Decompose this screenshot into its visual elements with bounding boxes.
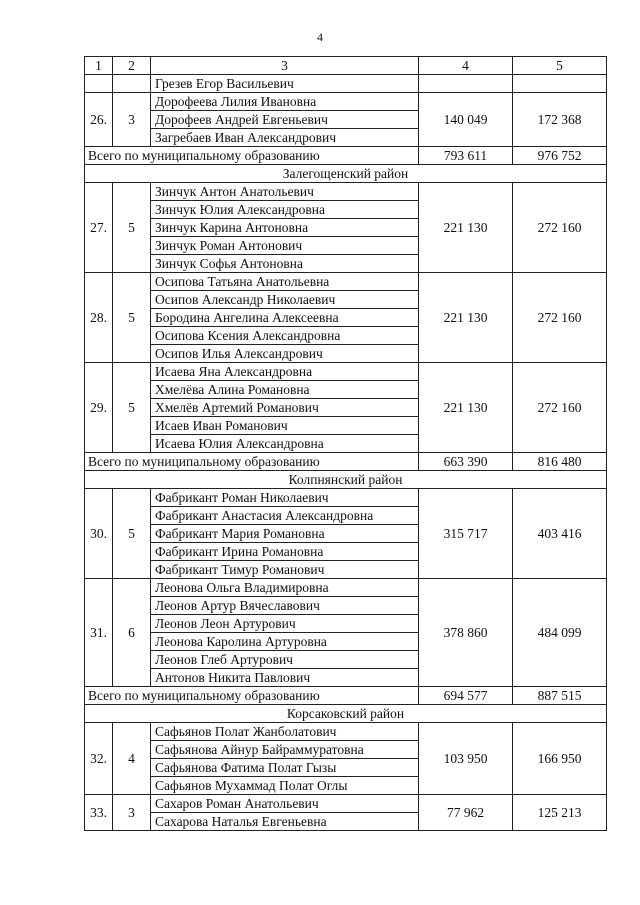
member-name: Зинчук Софья Антоновна — [151, 255, 419, 273]
amount-col4: 140 049 — [419, 93, 513, 147]
member-name: Зинчук Юлия Александровна — [151, 201, 419, 219]
member-name: Сафьянов Полат Жанболатович — [151, 723, 419, 741]
family-size: 3 — [113, 93, 151, 147]
member-name: Осипова Татьяна Анатольевна — [151, 273, 419, 291]
member-name: Сафьянов Мухаммад Полат Оглы — [151, 777, 419, 795]
member-name: Бородина Ангелина Алексеевна — [151, 309, 419, 327]
member-name: Сахарова Наталья Евгеньевна — [151, 813, 419, 831]
header-cell: 2 — [113, 57, 151, 75]
district-title: Корсаковский район — [85, 705, 607, 723]
amount-col4: 378 860 — [419, 579, 513, 687]
total-row — [85, 147, 607, 165]
total-col4: 793 611 — [419, 147, 513, 165]
district-row — [85, 165, 607, 183]
table-row — [85, 273, 607, 291]
member-name: Исаева Яна Александровна — [151, 363, 419, 381]
table-row — [85, 579, 607, 597]
member-name: Зинчук Карина Антоновна — [151, 219, 419, 237]
amount-col5: 272 160 — [513, 363, 607, 453]
amount-col4: 315 717 — [419, 489, 513, 579]
table-row — [85, 93, 607, 111]
row-number: 27. — [85, 183, 113, 273]
family-size: 4 — [113, 723, 151, 795]
member-name: Загребаев Иван Александрович — [151, 129, 419, 147]
header-cell: 3 — [151, 57, 419, 75]
family-size: 5 — [113, 489, 151, 579]
member-name: Исаев Иван Романович — [151, 417, 419, 435]
amount-col5: 484 099 — [513, 579, 607, 687]
member-name: Осипов Александр Николаевич — [151, 291, 419, 309]
total-col4: 694 577 — [419, 687, 513, 705]
member-name: Фабрикант Роман Николаевич — [151, 489, 419, 507]
family-size: 5 — [113, 183, 151, 273]
total-col4: 663 390 — [419, 453, 513, 471]
total-label: Всего по муниципальному образованию — [85, 147, 419, 165]
row-number — [85, 75, 113, 93]
member-name: Леонов Глеб Артурович — [151, 651, 419, 669]
header-cell: 1 — [85, 57, 113, 75]
member-name: Леонов Леон Артурович — [151, 615, 419, 633]
family-size: 5 — [113, 363, 151, 453]
amount-col5: 403 416 — [513, 489, 607, 579]
total-label: Всего по муниципальному образованию — [85, 687, 419, 705]
family-size — [113, 75, 151, 93]
table-body — [85, 57, 607, 831]
row-number: 29. — [85, 363, 113, 453]
member-name: Хмелёва Алина Романовна — [151, 381, 419, 399]
amount-col4: 221 130 — [419, 363, 513, 453]
district-row — [85, 705, 607, 723]
row-number: 31. — [85, 579, 113, 687]
district-title: Залегощенский район — [85, 165, 607, 183]
member-name: Хмелёв Артемий Романович — [151, 399, 419, 417]
member-name: Дорофеев Андрей Евгеньевич — [151, 111, 419, 129]
member-name: Леонова Ольга Владимировна — [151, 579, 419, 597]
member-name: Сафьянова Айнур Байраммуратовна — [151, 741, 419, 759]
member-name: Фабрикант Ирина Романовна — [151, 543, 419, 561]
district-row — [85, 471, 607, 489]
member-name: Осипов Илья Александрович — [151, 345, 419, 363]
amount-col5: 172 368 — [513, 93, 607, 147]
page-number: 4 — [317, 30, 323, 44]
total-row — [85, 687, 607, 705]
member-name: Фабрикант Анастасия Александровна — [151, 507, 419, 525]
member-name: Антонов Никита Павлович — [151, 669, 419, 687]
total-col5: 976 752 — [513, 147, 607, 165]
table-row — [85, 723, 607, 741]
amount-col4 — [419, 75, 513, 93]
amount-col5: 166 950 — [513, 723, 607, 795]
member-name: Фабрикант Мария Романовна — [151, 525, 419, 543]
header-cell: 4 — [419, 57, 513, 75]
total-col5: 887 515 — [513, 687, 607, 705]
total-col5: 816 480 — [513, 453, 607, 471]
family-size: 3 — [113, 795, 151, 831]
member-name: Сафьянова Фатима Полат Гызы — [151, 759, 419, 777]
member-name: Дорофеева Лилия Ивановна — [151, 93, 419, 111]
amount-col4: 221 130 — [419, 183, 513, 273]
member-name: Исаева Юлия Александровна — [151, 435, 419, 453]
family-size: 5 — [113, 273, 151, 363]
table-row — [85, 489, 607, 507]
amount-col5: 125 213 — [513, 795, 607, 831]
member-name: Грезев Егор Васильевич — [151, 75, 419, 93]
header-row — [85, 57, 607, 75]
families-table — [84, 56, 607, 831]
row-number: 28. — [85, 273, 113, 363]
table-row — [85, 363, 607, 381]
table-row — [85, 183, 607, 201]
row-number: 33. — [85, 795, 113, 831]
amount-col4: 103 950 — [419, 723, 513, 795]
total-label: Всего по муниципальному образованию — [85, 453, 419, 471]
amount-col5: 272 160 — [513, 183, 607, 273]
amount-col5: 272 160 — [513, 273, 607, 363]
header-cell: 5 — [513, 57, 607, 75]
amount-col5 — [513, 75, 607, 93]
row-number: 26. — [85, 93, 113, 147]
total-row — [85, 453, 607, 471]
member-name: Зинчук Антон Анатольевич — [151, 183, 419, 201]
member-name: Осипова Ксения Александровна — [151, 327, 419, 345]
row-number: 32. — [85, 723, 113, 795]
amount-col4: 77 962 — [419, 795, 513, 831]
row-number: 30. — [85, 489, 113, 579]
member-name: Леонова Каролина Артуровна — [151, 633, 419, 651]
member-name: Сахаров Роман Анатольевич — [151, 795, 419, 813]
member-name: Леонов Артур Вячеславович — [151, 597, 419, 615]
table-row — [85, 75, 607, 93]
district-title: Колпнянский район — [85, 471, 607, 489]
family-size: 6 — [113, 579, 151, 687]
table-row — [85, 795, 607, 813]
amount-col4: 221 130 — [419, 273, 513, 363]
member-name: Фабрикант Тимур Романович — [151, 561, 419, 579]
member-name: Зинчук Роман Антонович — [151, 237, 419, 255]
